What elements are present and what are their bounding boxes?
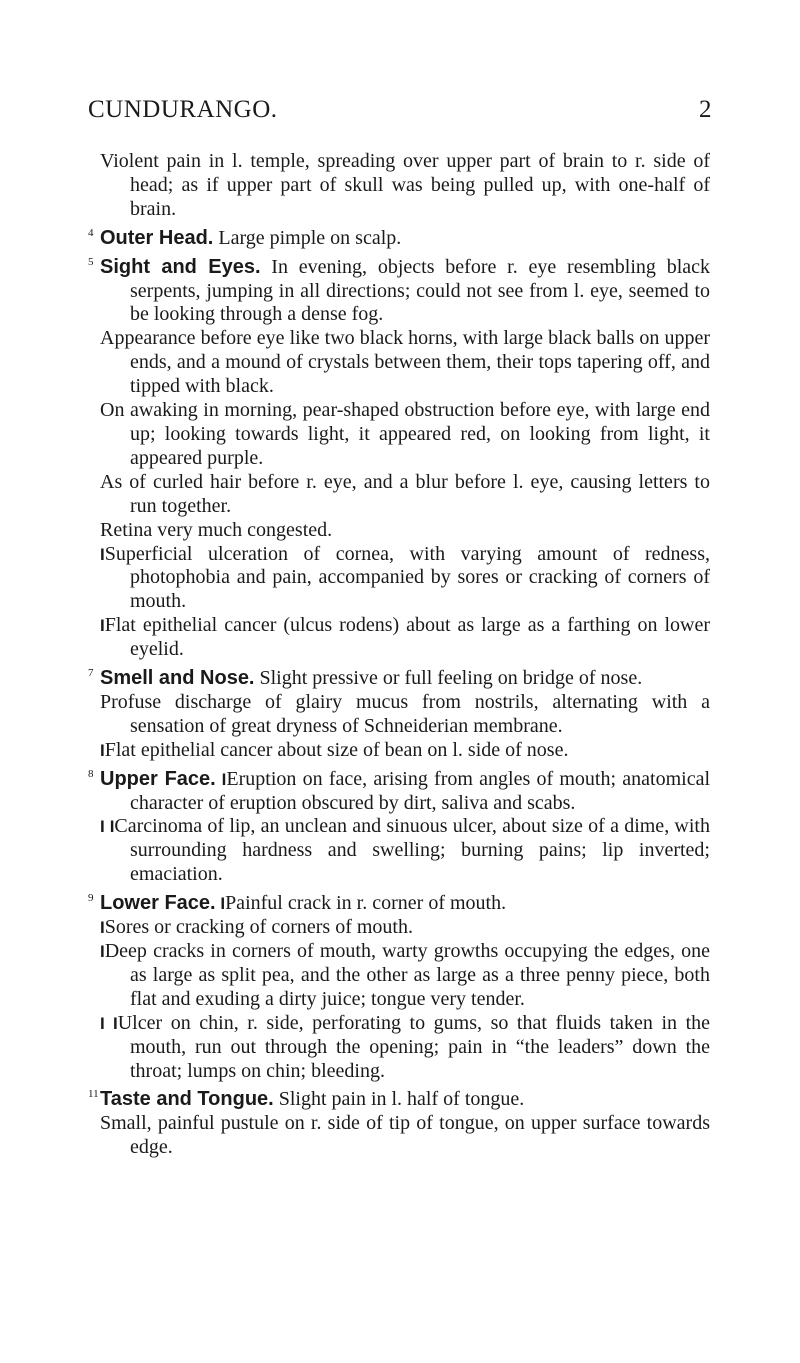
paragraph-12 <box>100 738 710 763</box>
emphasis-mark: I I <box>100 817 115 837</box>
section-number: 7 <box>88 667 94 680</box>
paragraph-text: Flat epithelial cancer (ulcus rodens) about as large as a farthing on lower eyelid. <box>104 614 710 661</box>
section-heading: Taste and Tongue. <box>100 1088 274 1111</box>
paragraph-text: Flat epithelial cancer about size of bean on l. side of nose. <box>104 738 569 761</box>
paragraph-text: Ulcer on chin, r. side, perforating to gums, so that fluids taken in the mouth, run out through the opening; pain in “the leaders” down the throat; lumps on chin; bleeding. <box>117 1011 710 1082</box>
section-number: 9 <box>88 892 94 905</box>
emphasis-mark: I <box>215 769 227 789</box>
paragraph-text: In evening, objects before r. eye resembling black serpents, jumping in all directions; could not see from l. eye, seemed to be looking through a dense fog. <box>130 255 710 326</box>
emphasis-mark: I <box>100 544 105 564</box>
paragraph-text: Appearance before eye like two black horns, with large black balls on upper ends, and a mound of crystals between them, their tops tapering off, and tipped with black. <box>100 327 710 398</box>
section-heading: Upper Face. <box>100 767 216 790</box>
paragraph-16 <box>100 916 710 940</box>
section-number: 5 <box>88 255 94 268</box>
paragraph-6 <box>100 470 710 519</box>
paragraph-text: Carcinoma of lip, an unclean and sinuous ulcer, about size of a dime, with surrounding hardness and swelling; burning pains; lip inverted; emaciation. <box>114 815 710 886</box>
paragraph-text: On awaking in morning, pear-shaped obstruction before eye, with large end up; looking towards light, it appeared red, on looking from light, it appeared purple. <box>100 399 710 469</box>
paragraph-8 <box>100 542 710 615</box>
paragraph-10 <box>88 662 710 691</box>
paragraph-13 <box>88 763 711 816</box>
paragraph-7 <box>100 518 710 543</box>
emphasis-mark: I <box>215 894 226 914</box>
section-number: 11 <box>88 1088 99 1101</box>
paragraph-3 <box>88 251 710 328</box>
paragraph-text: Violent pain in l. temple, spreading over upper part of brain to r. side of head; as if upper part of skull was being pulled up, with one-half of brain. <box>100 150 710 220</box>
paragraph-text: As of curled hair before r. eye, and a blur before l. eye, causing letters to run together. <box>100 470 710 517</box>
paragraph-4 <box>100 327 710 399</box>
paragraph-text: Large pimple on scalp. <box>213 226 402 249</box>
emphasis-mark: I <box>100 918 105 938</box>
paragraph-14 <box>100 815 710 887</box>
paragraph-text: Painful crack in r. corner of mouth. <box>225 892 507 915</box>
paragraph-text: Profuse discharge of glairy mucus from nostrils, alternating with a sensation of great dryness of Schneiderian membrane. <box>100 690 710 737</box>
section-number: 4 <box>88 226 94 239</box>
paragraph-15 <box>88 887 710 916</box>
paragraph-19 <box>88 1083 710 1112</box>
section-heading: Lower Face. <box>100 892 216 915</box>
emphasis-mark: I <box>100 740 105 760</box>
paragraph-text: Retina very much congested. <box>100 518 333 541</box>
paragraph-2 <box>88 222 710 251</box>
paragraph-17 <box>100 940 710 1012</box>
paragraph-1 <box>100 150 710 222</box>
paragraph-18 <box>100 1011 710 1084</box>
paragraph-text: Deep cracks in corners of mouth, warty growths occupying the edges, one as large as split pea, and the other as large as a three penny piece, both flat and exuding a dirty juice; tongue very tender. <box>104 940 710 1010</box>
emphasis-mark: I I <box>100 1013 118 1033</box>
paragraph-11 <box>100 690 710 739</box>
paragraph-text: Sores or cracking of corners of mouth. <box>104 916 413 939</box>
paragraph-text: Small, painful pustule on r. side of tip of tongue, on upper surface towards edge. <box>100 1112 710 1159</box>
emphasis-mark: I <box>100 942 105 961</box>
section-heading: Outer Head. <box>100 226 214 249</box>
paragraph-20 <box>100 1112 710 1160</box>
paragraph-text: Superficial ulceration of cornea, with varying amount of redness, photophobia and pain, accompanied by sores or cracking of corners of mouth. <box>104 542 710 613</box>
emphasis-mark: I <box>100 616 105 636</box>
running-head <box>88 96 712 124</box>
paragraph-text: Slight pressive or full feeling on bridge of nose. <box>254 667 643 690</box>
page-number: 2 <box>699 96 712 123</box>
paragraph-text: Slight pain in l. half of tongue. <box>273 1088 525 1111</box>
paragraph-text: Eruption on face, arising from angles of mouth; anatomical character of eruption obscured by dirt, saliva and scabs. <box>130 767 711 814</box>
section-number: 8 <box>88 767 94 780</box>
running-title: CUNDURANGO. <box>88 96 278 123</box>
paragraph-5 <box>100 399 710 471</box>
body-text <box>88 150 710 1160</box>
paragraph-9 <box>100 614 710 662</box>
section-heading: Sight and Eyes. <box>100 255 261 278</box>
section-heading: Smell and Nose. <box>100 667 255 690</box>
